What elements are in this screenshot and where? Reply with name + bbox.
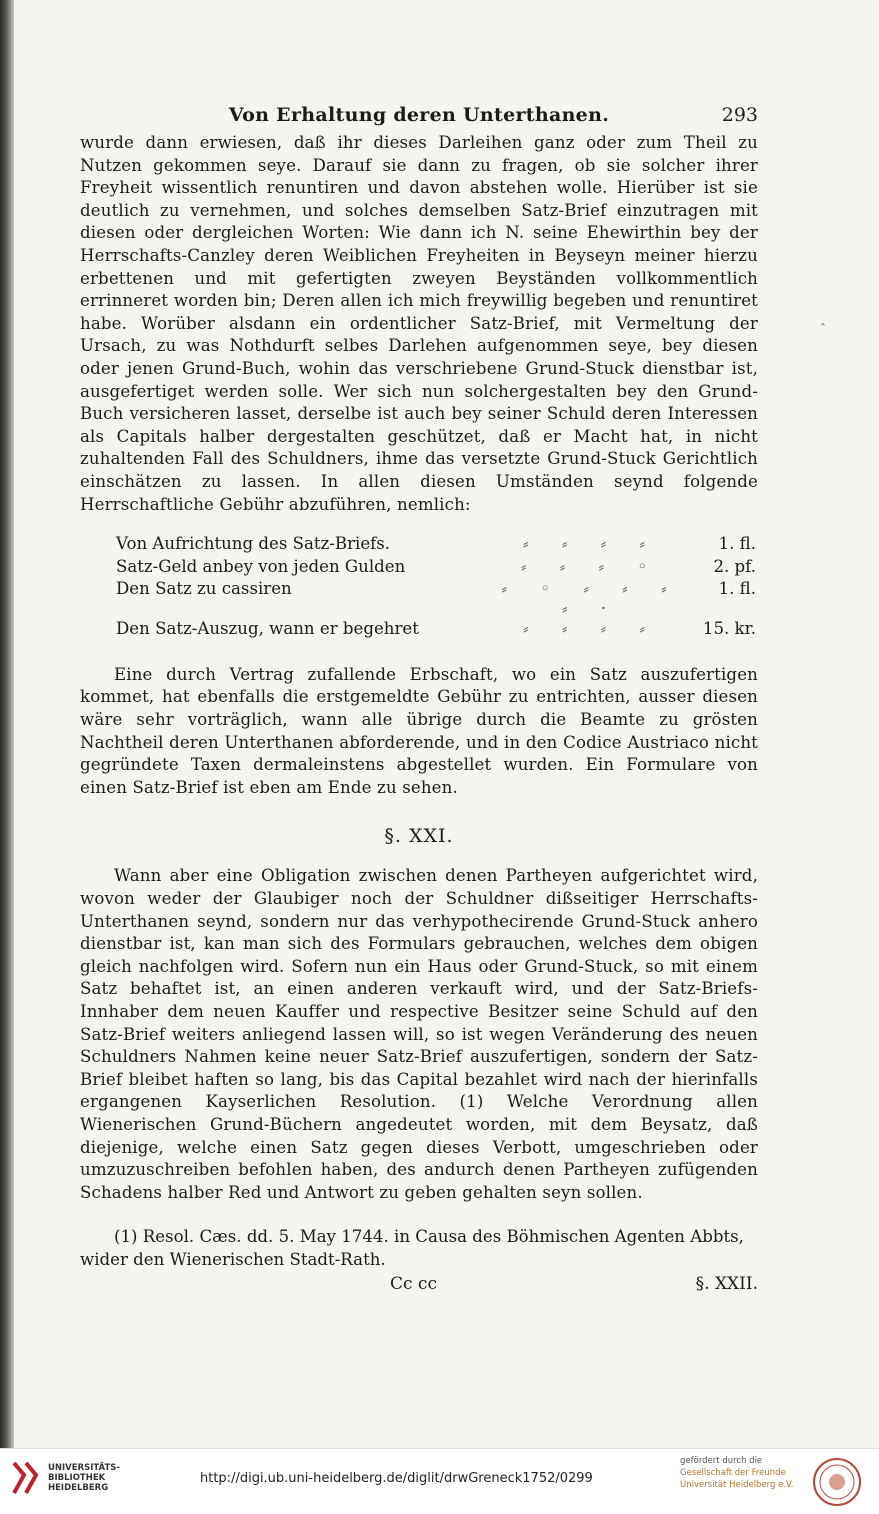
fee-amount: 15. kr. [702,619,756,639]
fee-row [116,579,756,619]
fee-leader: ⸗ ⸗ ⸗ ⸗ [523,619,659,639]
fee-amount: 1. fl. [718,579,756,599]
paragraph-2: Eine durch Vertrag zufallende Erbschaft, wo ein Satz auszufertigen kommet, hat ebenfalls die erstgemeldte Gebühr zu entrichten, ausser diesen wäre sehr vorträglich, wann alle übrige durch die Beamte zu grösten Nachtheil deren Unterthanen abforderende, und in den Codice Austriaco nicht gegründete Taxen dermaleinstens abgestellet wurden. Ein Formulare von einen Satz-Brief ist eben am Ende zu sehen. [80,664,758,797]
fee-label: Den Satz-Auszug, wann er begehret [116,619,419,639]
permalink-url[interactable]: http://digi.ub.uni-heidelberg.de/diglit/drwGreneck1752/0299 [200,1471,593,1486]
fee-amount: 2. pf. [713,556,756,576]
fee-row [116,619,756,642]
fee-leader: ⸗ ⸗ ⸗ ◦ [520,556,662,576]
university-seal-icon [812,1457,862,1507]
fee-leader: ⸗ ◦ ⸗ ⸗ ⸗ ⸗ · [501,579,681,619]
catchword: §. XXII. [695,1273,758,1294]
running-header [80,96,758,132]
library-name: UNIVERSITÄTS- BIBLIOTHEK HEIDELBERG [48,1463,120,1493]
fee-row [116,534,756,557]
signature-mark: Cc cc [390,1273,437,1294]
book-binding-edge [0,0,14,1448]
page-foot [80,1274,758,1302]
running-title: Von Erhaltung deren Unterthanen. [228,104,610,126]
fee-label: Satz-Geld anbey von jeden Gulden [116,556,406,576]
paragraph-3: Wann aber eine Obligation zwischen denen Partheyen aufgerichtet wird, wovon weder der Glaubiger noch der Schuldner dißseitiger Herrschafts-Unterthanen seynd, sondern nur das verhypothecirende Grund-Stuck anhero dienstbar ist, kan man sich des Formulars gebrauchen, welches dem obigen gleich nachfolgen wird. Sofern nun ein Haus oder Grund-Stuck, so mit einem Satz behaftet ist, an einen anderen verkauft wird, und der Satz-Briefs-Innhaber dem neuen Kauffer und respective Besitzer seine Schuld auf den Satz-Brief weiters anliegend lassen will, so ist wegen Veränderung des neuen Schuldners Nahmen keine neuer Satz-Brief auszufertigen, sondern der Satz-Brief bleibet haften so lang, bis das Capital bezahlet wird nach der hierinfalls ergangenen Kayserlichen Resolution. (1) Welche Verordnung allen Wienerischen Grund-Büchern angedeutet worden, mit dem Beysatz, daß diejenige, welche einen Satz gegen dieses Verbott, umgeschrieben oder umzuzuschreiben befohlen haben, des andurch denen Partheyen zufügenden Schadens halber Red und Antwort zu geben gehalten seyn sollen. [80,866,758,1202]
paragraph-1: wurde dann erwiesen, daß ihr dieses Darleihen ganz oder zum Theil zu Nutzen gekommen seye. Darauf sie dann zu fragen, ob sie solcher ihrer Freyheit wissentlich renuntiren und davon abstehen wolle. Hierüber ist sie deutlich zu vernehmen, und solches demselben Satz-Brief einzutragen mit diesen oder dergleichen Worten: Wie dann ich N. seine Ehewirthin bey der Herrschafts-Canzley deren Weiblichen Freyheiten in Beyseyn meiner hierzu erbettenen und mit gefertigten zweyen Beyständen vollkommentlich errinneret worden bin; Deren allen ich mich freywillig begeben und renuntiret habe. Worüber alsdann ein ordentlicher Satz-Brief, mit Vermeltung der Ursach, zu was Nothdurft selbes Darlehen aufgenommen seye, bey diesen oder jenen Grund-Buch, wohin das verschriebene Grund-Stuck dienstbar ist, ausgefertiget werden solle. Wer sich nun solchergestalten bey den Grund-Buch versicheren lasset, derselbe ist auch bey seiner Schuld deren Interessen als Capitals halber dergestalten geschützet, daß er Macht hat, in nicht zuhaltenden Fall des Schuldners, ihme das versetzte Grund-Stuck Gerichtlich einschätzen zu lassen. In allen diesen Umständen seynd folgende Herrschaftliche Gebühr abzuführen, nemlich: [80,133,758,514]
footnote: (1) Resol. Cæs. dd. 5. May 1744. in Causa des Böhmischen Agenten Abbts, wider den Wienerischen Stadt-Rath. [80,1227,744,1269]
section-heading: §. XXI. [384,825,454,848]
fee-leader: ⸗ ⸗ ⸗ ⸗ [523,534,659,554]
university-library-logo-icon [10,1459,40,1497]
fee-label: Den Satz zu cassiren [116,579,292,599]
fee-row [116,557,756,580]
viewer-footer [0,1448,879,1514]
fee-table [116,534,756,642]
margin-speck: ˆ [820,322,826,336]
fee-label: Von Aufrichtung des Satz-Briefs. [116,534,391,554]
page-number: 293 [721,104,758,126]
fee-amount: 1. fl. [718,534,756,554]
sponsor-credit: gefördert durch die Gesellschaft der Freunde Universität Heidelberg e.V. [680,1456,794,1490]
page-content [80,96,758,1302]
